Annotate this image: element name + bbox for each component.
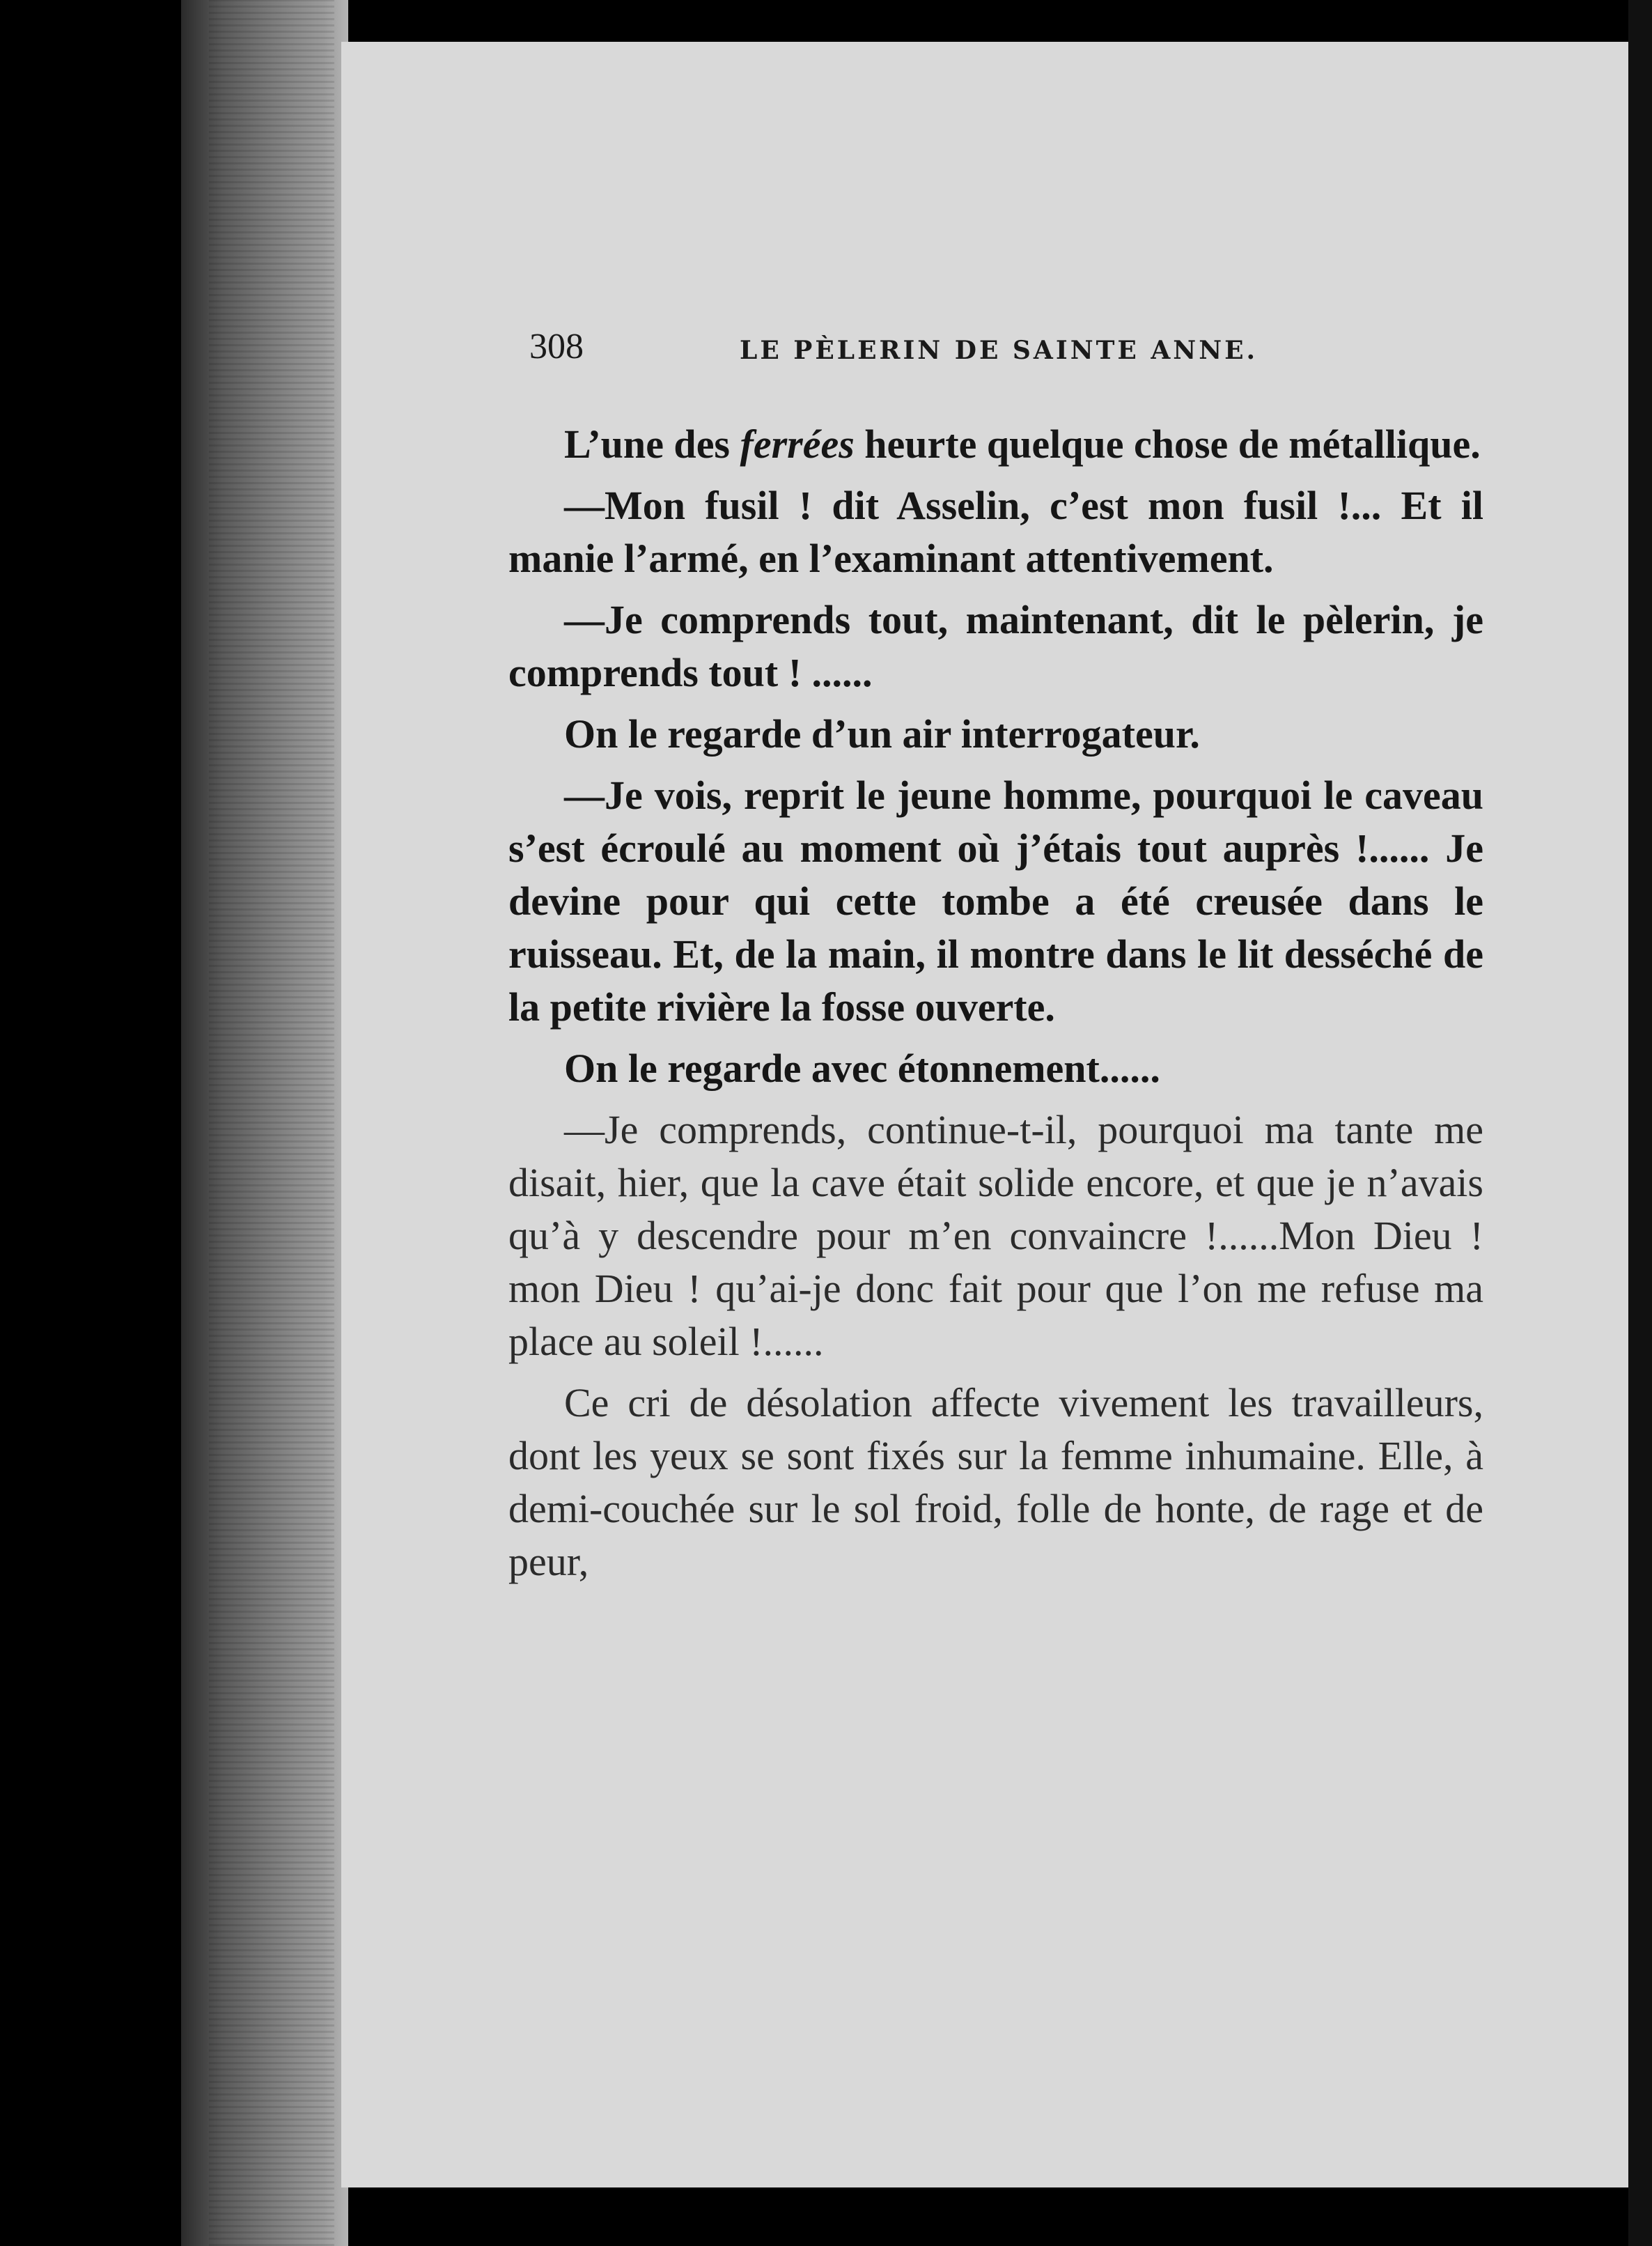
paragraph-1-pre: L’une des xyxy=(564,421,740,467)
paragraph-5: —Je vois, reprit le jeune homme, pourquoi le caveau s’est écroulé au moment où j’étais tout auprès !...... Je devine pour qui cette tombe a été creusée dans le ruisseau. Et, de la main, il montre dans le lit desséché de la petite rivière la fosse ouverte. xyxy=(508,773,1483,1030)
paragraph-4: On le regarde d’un air interrogateur. xyxy=(564,711,1200,757)
paragraph-6: On le regarde avec étonnement...... xyxy=(564,1046,1160,1091)
page-header xyxy=(529,326,1504,382)
page-edge-texture xyxy=(209,0,334,2246)
paragraph-8: Ce cri de désolation affecte vivement les travailleurs, dont les yeux se sont fixés sur la femme inhumaine. Elle, à demi-couchée sur le sol froid, folle de honte, de rage et de peur, xyxy=(508,1380,1483,1584)
paragraph-1-post: heurte quelque chose de métallique. xyxy=(854,421,1481,467)
running-title: LE PÈLERIN DE SAINTE ANNE. xyxy=(740,336,1259,365)
page-number: 308 xyxy=(529,327,584,366)
paragraph-7: —Je comprends, continue-t-il, pourquoi ma tante me disait, hier, que la cave était solide encore, et que je n’avais qu’à y descendre pour m’en convaincre !......Mon Dieu ! mon Dieu ! qu’ai-je donc fait pour que l’on me refuse ma place au soleil !...... xyxy=(508,1107,1483,1364)
paragraph-1 xyxy=(508,418,1483,471)
body-text xyxy=(508,418,1483,1597)
paragraph-1-italic: ferrées xyxy=(740,421,855,467)
paragraph-3: —Je comprends tout, maintenant, dit le pèlerin, je comprends tout ! ...... xyxy=(508,597,1483,695)
next-page-edge xyxy=(1628,0,1652,2246)
paragraph-2: —Mon fusil ! dit Asselin, c’est mon fusil !... Et il manie l’armé, en l’examinant attentivement. xyxy=(508,483,1483,581)
